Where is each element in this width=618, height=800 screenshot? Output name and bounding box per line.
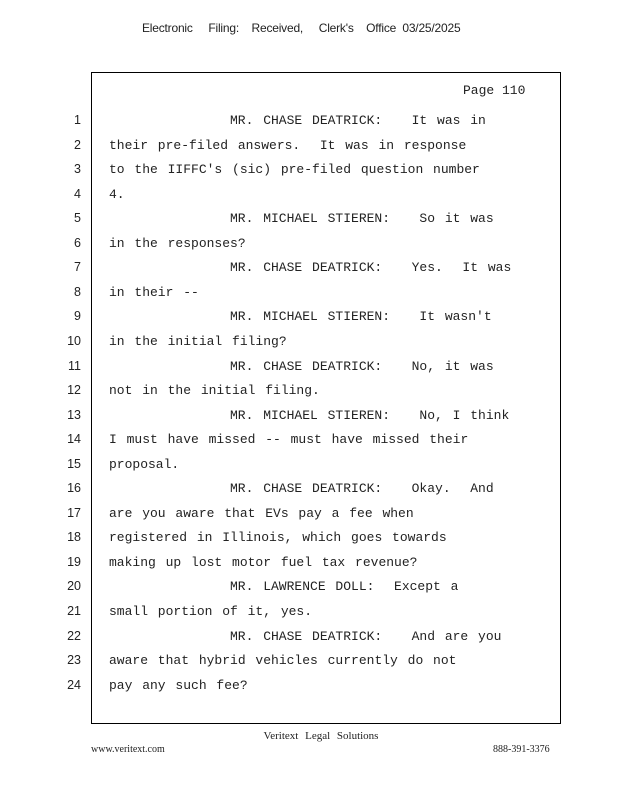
line-number: 6	[74, 235, 81, 250]
line-text: their pre-filed answers. It was in response	[109, 137, 467, 153]
line-text: MR. CHASE DEATRICK: Yes. It was	[230, 260, 512, 276]
page-number: Page 110	[463, 83, 526, 98]
line-text: making up lost motor fuel tax revenue?	[109, 554, 418, 570]
line-number: 16	[67, 481, 81, 496]
line-number: 11	[68, 358, 81, 373]
transcript-line	[0, 530, 618, 550]
line-number: 9	[74, 309, 81, 324]
transcript-line	[0, 457, 618, 477]
transcript-line	[0, 629, 618, 649]
transcript-line	[0, 113, 618, 133]
line-number: 5	[74, 211, 81, 226]
line-number: 12	[67, 383, 81, 398]
line-number: 18	[67, 530, 81, 545]
line-number: 4	[74, 186, 81, 201]
transcript-line	[0, 481, 618, 501]
line-number: 3	[74, 162, 81, 177]
transcript-line	[0, 579, 618, 599]
transcript-line	[0, 653, 618, 673]
line-text: proposal.	[109, 456, 180, 472]
line-text: MR. CHASE DEATRICK: No, it was	[230, 358, 494, 374]
line-text: registered in Illinois, which goes towards	[109, 530, 447, 546]
line-number: 15	[67, 456, 81, 471]
footer-website: www.veritext.com	[91, 744, 165, 755]
line-number: 14	[67, 432, 81, 447]
line-number: 8	[74, 284, 81, 299]
transcript-line	[0, 432, 618, 452]
line-text: in the initial filing?	[109, 333, 287, 349]
footer-company: Veritext Legal Solutions	[263, 730, 379, 742]
transcript-line	[0, 162, 618, 182]
transcript-line	[0, 334, 618, 354]
line-text: in the responses?	[109, 235, 246, 251]
line-text: pay any such fee?	[109, 677, 248, 693]
line-text: MR. MICHAEL STIEREN: So it was	[230, 211, 494, 227]
line-text: MR. MICHAEL STIEREN: No, I think	[230, 407, 510, 423]
line-number: 21	[67, 604, 81, 618]
line-number: 23	[67, 653, 81, 668]
transcript-line	[0, 678, 618, 698]
transcript-line	[0, 138, 618, 158]
line-number: 10	[67, 333, 81, 348]
transcript-line	[0, 211, 618, 231]
line-number: 1	[74, 113, 81, 127]
line-text: small portion of it, yes.	[109, 604, 313, 619]
line-number: 20	[67, 579, 81, 594]
transcript-line	[0, 604, 618, 624]
footer-phone: 888-391-3376	[493, 744, 550, 755]
line-number: 24	[67, 677, 81, 692]
transcript-line	[0, 187, 618, 207]
line-number: 13	[67, 407, 81, 422]
line-text: in their --	[109, 284, 199, 300]
transcript-line	[0, 408, 618, 428]
line-text: MR. CHASE DEATRICK: Okay. And	[230, 481, 494, 497]
transcript-line	[0, 359, 618, 379]
transcript-line	[0, 260, 618, 280]
line-text: not in the initial filing.	[109, 383, 320, 399]
transcript-line	[0, 555, 618, 575]
line-number: 7	[74, 260, 81, 275]
line-text: MR. MICHAEL STIEREN: It wasn't	[230, 309, 492, 325]
line-number: 17	[67, 505, 81, 520]
line-text: 4.	[109, 186, 125, 202]
line-text: are you aware that EVs pay a fee when	[109, 505, 414, 521]
line-number: 2	[74, 137, 81, 152]
line-text: MR. LAWRENCE DOLL: Except a	[230, 579, 459, 595]
transcript-line	[0, 285, 618, 305]
line-text: aware that hybrid vehicles currently do not	[109, 653, 457, 669]
filing-stamp: Electronic Filing: Received, Clerk's Office 03/25/2025	[142, 21, 461, 35]
transcript-line	[0, 236, 618, 256]
transcript-line	[0, 309, 618, 329]
transcript-line	[0, 383, 618, 403]
line-text: MR. CHASE DEATRICK: It was in	[230, 113, 486, 128]
line-text: I must have missed -- must have missed their	[109, 432, 469, 448]
line-number: 22	[67, 628, 81, 643]
line-text: MR. CHASE DEATRICK: And are you	[230, 628, 502, 644]
line-text: to the IIFFC's (sic) pre-filed question number	[109, 162, 480, 178]
line-number: 19	[67, 554, 81, 569]
transcript-line	[0, 506, 618, 526]
